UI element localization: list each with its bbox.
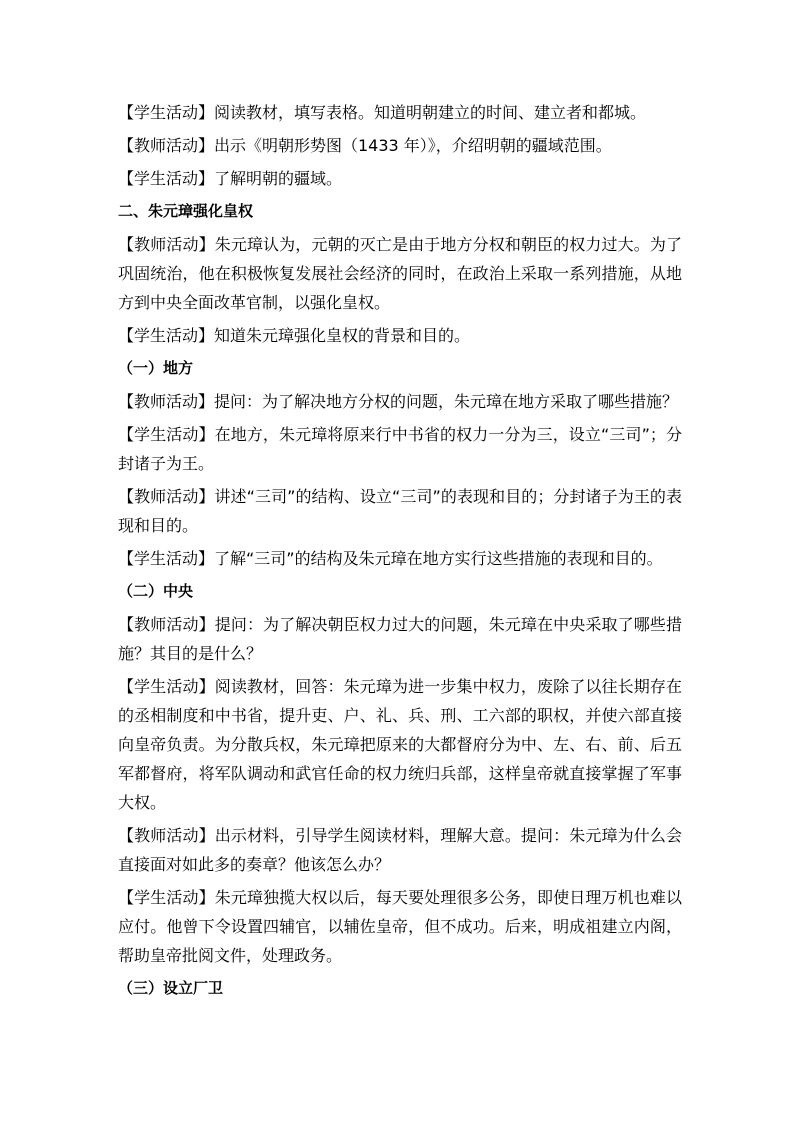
paragraph: 【教师活动】讲述“三司”的结构、设立“三司”的表现和目的；分封诸子为王的表现和目的。 xyxy=(118,487,682,535)
paragraph: 【学生活动】了解明朝的疆域。 xyxy=(118,169,343,188)
paragraph: 【学生活动】朱元璋独揽大权以后，每天要处理很多公务，即使日理万机也难以应付。他曾下令设置四辅官，以辅佐皇帝，但不成功。后来，明成祖建立内阁，帮助皇帝批阅文件，处理政务。 xyxy=(118,888,682,965)
paragraph: 【教师活动】出示材料，引导学生阅读材料，理解大意。提问：朱元璋为什么会直接面对如此多的奏章？他该怎么办？ xyxy=(118,826,682,874)
subsection-heading: （一）地方 xyxy=(118,359,194,377)
paragraph: 【教师活动】出示《明朝形势图（1433 年）》，介绍明朝的疆域范围。 xyxy=(118,136,612,155)
paragraph: 【教师活动】朱元璋认为，元朝的灭亡是由于地方分权和朝臣的权力过大。为了巩固统治，他在积极恢复发展社会经济的同时，在政治上采取一系列措施，从地方到中央全面改革官制，以强化皇权。 xyxy=(118,235,682,312)
paragraph: 【学生活动】阅读教材，回答：朱元璋为进一步集中权力，废除了以往长期存在的丞相制度和中书省，提升吏、户、礼、兵、刑、工六部的职权，并使六部直接向皇帝负责。为分散兵权，朱元璋把原来的大都督府分为中、左、右、前、后五军都督府，将军队调动和武官任命的权力统归兵部，这样皇帝就直接掌握了军事大权。 xyxy=(118,677,682,812)
paragraph: 【学生活动】在地方，朱元璋将原来行中书省的权力一分为三，设立“三司”；分封诸子为王。 xyxy=(118,425,682,473)
paragraph: 【教师活动】提问：为了解决地方分权的问题，朱元璋在地方采取了哪些措施？ xyxy=(118,392,679,411)
document-page xyxy=(118,98,682,1007)
section-heading: 二、朱元璋强化皇权 xyxy=(118,202,254,220)
subsection-heading: （三）设立厂卫 xyxy=(118,979,224,997)
paragraph: 【教师活动】提问：为了解决朝臣权力过大的问题，朱元璋在中央采取了哪些措施？其目的是什么？ xyxy=(118,615,682,663)
paragraph: 【学生活动】知道朱元璋强化皇权的背景和目的。 xyxy=(118,326,471,345)
paragraph: 【学生活动】阅读教材，填写表格。知道明朝建立的时间、建立者和都城。 xyxy=(118,103,647,122)
subsection-heading: （二）中央 xyxy=(118,582,194,600)
paragraph: 【学生活动】了解“三司”的结构及朱元璋在地方实行这些措施的表现和目的。 xyxy=(118,549,663,568)
